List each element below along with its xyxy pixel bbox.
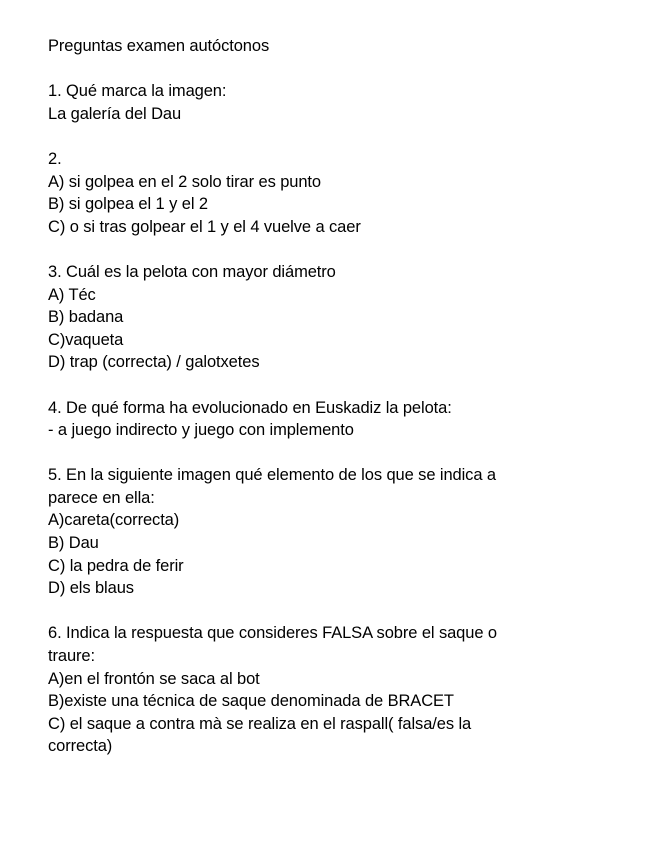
- option-b: B)existe una técnica de saque denominada de BRACET: [48, 692, 454, 711]
- option-d: D) els blaus: [48, 579, 134, 598]
- question-1: [48, 80, 618, 125]
- option-a: A) Téc: [48, 285, 96, 304]
- answer-text: La galería del Dau: [48, 104, 182, 123]
- option-c: C) la pedra de ferir: [48, 556, 184, 575]
- question-text: 5. En la siguiente imagen qué elemento de los que se indica a: [48, 466, 496, 485]
- option-c: C) el saque a contra mà se realiza en el raspall( falsa/es la: [48, 714, 472, 733]
- spacer: [48, 125, 618, 148]
- option-a: A) si golpea en el 2 solo tirar es punto: [48, 172, 321, 191]
- spacer: [48, 374, 618, 397]
- question-6: [48, 622, 618, 758]
- option-d: D) trap (correcta) / galotxetes: [48, 353, 260, 372]
- spacer: [48, 58, 618, 81]
- option-b: B) Dau: [48, 534, 99, 553]
- spacer: [48, 238, 618, 261]
- question-text: 4. De qué forma ha evolucionado en Euskadiz la pelota:: [48, 398, 452, 417]
- question-2: [48, 148, 618, 238]
- question-text: 6. Indica la respuesta que consideres FALSA sobre el saque o: [48, 624, 497, 643]
- option-c: C) o si tras golpear el 1 y el 4 vuelve a caer: [48, 217, 361, 236]
- option-a: A)careta(correcta): [48, 511, 180, 530]
- answer-text: - a juego indirecto y juego con implemento: [48, 421, 354, 440]
- question-3: [48, 261, 618, 374]
- option-c-cont: correcta): [48, 737, 113, 756]
- spacer: [48, 600, 618, 623]
- question-text: 3. Cuál es la pelota con mayor diámetro: [48, 262, 336, 281]
- question-text: 1. Qué marca la imagen:: [48, 82, 227, 101]
- question-text-cont: parece en ella:: [48, 488, 155, 507]
- question-4: [48, 397, 618, 442]
- question-text: 2.: [48, 149, 62, 168]
- question-text-cont: traure:: [48, 647, 95, 666]
- option-b: B) badana: [48, 308, 124, 327]
- question-5: [48, 464, 618, 600]
- document-page: [48, 35, 618, 758]
- option-b: B) si golpea el 1 y el 2: [48, 195, 208, 214]
- option-c: C)vaqueta: [48, 330, 124, 349]
- option-a: A)en el frontón se saca al bot: [48, 669, 260, 688]
- document-title: Preguntas examen autóctonos: [48, 37, 270, 55]
- spacer: [48, 442, 618, 465]
